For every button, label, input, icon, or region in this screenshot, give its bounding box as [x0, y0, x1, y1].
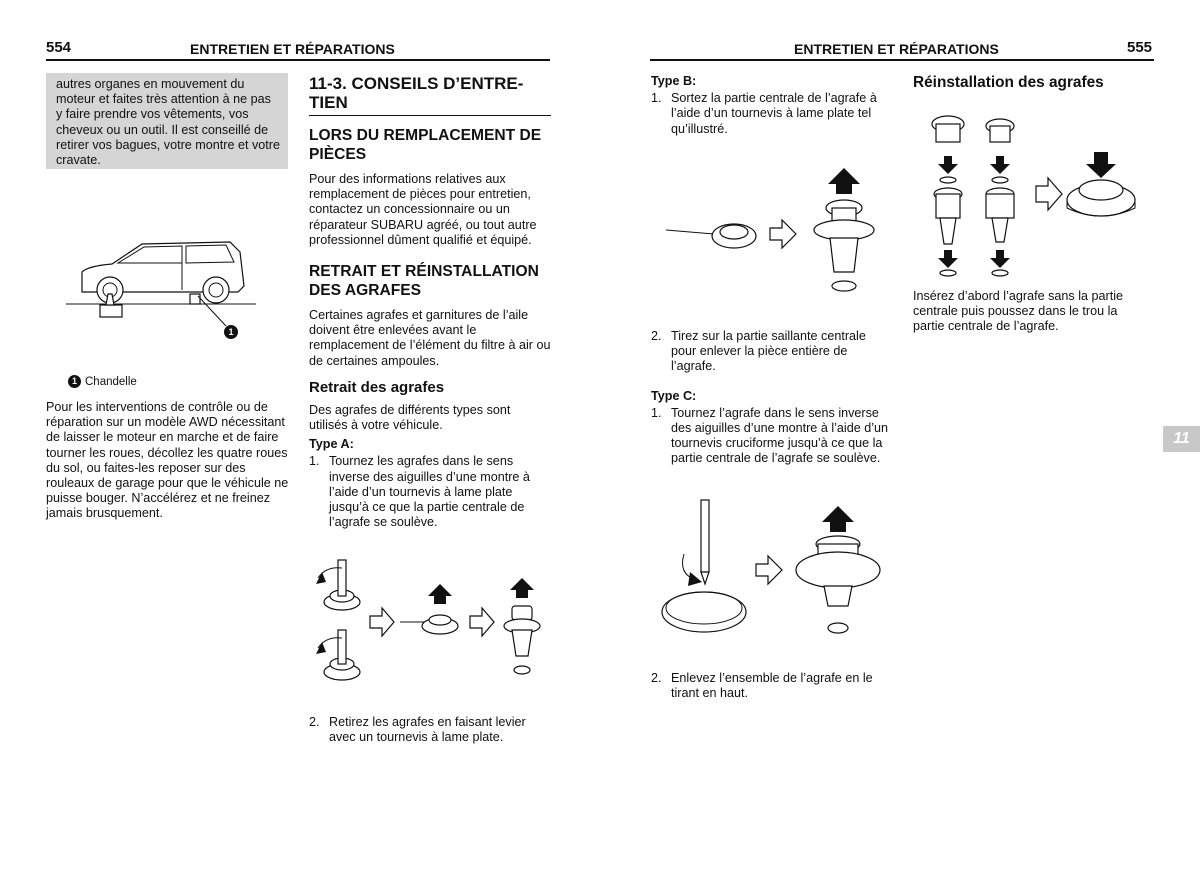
- removal-text: Des agrafes de différents types sont utilisés à votre véhicule.: [309, 402, 511, 433]
- warning-note-box: autres organes en mouvement du moteur et faites très attention à ne pas y faire prendre vos vêtements, vos cheveux ou un outil. Il est conseillé de retirer vos bagues, votre montre et votre cravate.: [46, 73, 288, 169]
- figure-callout-1: 1: [224, 325, 238, 339]
- step-text: Enlevez l’ensemble de l’agrafe en le tirant en haut.: [671, 671, 873, 701]
- legend-label: Chandelle: [85, 375, 137, 388]
- type-a-step-2-row: [309, 715, 551, 745]
- running-header-right: ENTRETIEN ET RÉPARATIONS: [794, 41, 999, 57]
- type-a-heading: Type A:: [309, 437, 354, 452]
- type-c-heading: Type C:: [651, 388, 697, 403]
- awd-paragraph: Pour les interventions de contrôle ou de réparation sur un modèle AWD nécessitant de laisser le moteur en marche et de faire tourner les roues, décollez les quatre roues du sol, ou faites-les reposer sur des rouleaux de garage pour que le véhicule ne puisse bouger. N’accélérez et ne freinez jamais brusquement.: [46, 400, 289, 521]
- step-text: Tournez les agrafes dans le sens inverse des aiguilles d’une montre à l’aide d’un tournevis à lame plate jusqu’à ce que la partie centrale de l’agrafe se soulève.: [329, 454, 530, 530]
- subsection-title-clips: RETRAIT ET RÉINSTALLATION DES AGRAFES: [309, 263, 539, 300]
- type-a-clip-illustration: [312, 560, 552, 700]
- reinstallation-heading-block: [913, 74, 1155, 98]
- type-a-step-1: [309, 454, 551, 530]
- subsection-title-replacement: LORS DU REMPLACEMENT DE PIÈCES: [309, 127, 542, 163]
- step-number: 1.: [309, 454, 320, 469]
- step-number: 1.: [651, 91, 662, 106]
- type-c-step-1: [651, 406, 893, 467]
- reinstallation-text: Insérez d’abord l’agrafe sans la partie centrale puis poussez dans le trou la partie centrale de l’agrafe.: [913, 289, 1124, 334]
- chapter-tab: 11: [1163, 426, 1200, 452]
- type-b-step-1: [651, 91, 893, 137]
- step-number: 2.: [651, 671, 662, 685]
- step-text: Sortez la partie centrale de l’agrafe à l’aide d’un tournevis à lame plate tel qu’illustré.: [671, 91, 877, 136]
- type-b-heading: Type B:: [651, 74, 697, 88]
- step-text: Tirez sur la partie saillante centrale pour enlever la pièce entière de l’agrafe.: [671, 329, 866, 374]
- section-title-line2: TIEN: [309, 93, 348, 112]
- removal-title: Retrait des agrafes: [309, 378, 445, 396]
- page-number-left: 554: [46, 39, 72, 56]
- type-c-step-2-block: [651, 671, 893, 701]
- replacement-text: Pour des informations relatives aux remplacement de pièces pour entretien, contactez un concessionnaire ou un réparateur SUBARU agréé, ou tout autre professionnel dûment qualifié et équipé.: [309, 172, 537, 247]
- step-number: 2.: [309, 715, 320, 729]
- reinstallation-clip-illustration: [924, 112, 1146, 278]
- page-number-right: 555: [1127, 39, 1153, 56]
- section-title: [309, 74, 551, 112]
- section-rule: [309, 115, 551, 116]
- step-text: Retirez les agrafes en faisant levier avec un tournevis à lame plate.: [329, 715, 526, 745]
- clips-text: Certaines agrafes et garnitures de l’aile doivent être enlevées avant le remplacement de l’élément du filtre à air ou de certaines ampoules.: [309, 308, 551, 368]
- type-b-block: [651, 74, 893, 137]
- type-c-clip-illustration: [660, 500, 890, 640]
- figure-legend: [68, 375, 137, 388]
- type-c-step-2: [651, 671, 893, 701]
- step-number: 1.: [651, 405, 662, 420]
- type-b-step-2: [651, 329, 893, 375]
- type-a-step-2: [309, 715, 551, 745]
- section-title-line1: 11-3. CONSEILS D’ENTRE-: [309, 74, 524, 93]
- step-number: 2.: [651, 329, 662, 343]
- header-rule-left: [46, 59, 550, 61]
- left-second-column: [309, 74, 551, 530]
- legend-number: 1: [68, 375, 81, 388]
- type-b-step-2-block: [651, 329, 893, 467]
- type-b-clip-illustration: [666, 168, 876, 298]
- reinstallation-title: Réinstallation des agrafes: [913, 74, 1104, 91]
- step-text: Tournez l’agrafe dans le sens inverse des aiguilles d’une montre à l’aide d’un tournevis cruciforme jusqu’à ce que la partie centrale de l’agrafe se soulève.: [671, 405, 889, 466]
- running-header-left: ENTRETIEN ET RÉPARATIONS: [190, 41, 395, 57]
- header-rule-right: [650, 59, 1154, 61]
